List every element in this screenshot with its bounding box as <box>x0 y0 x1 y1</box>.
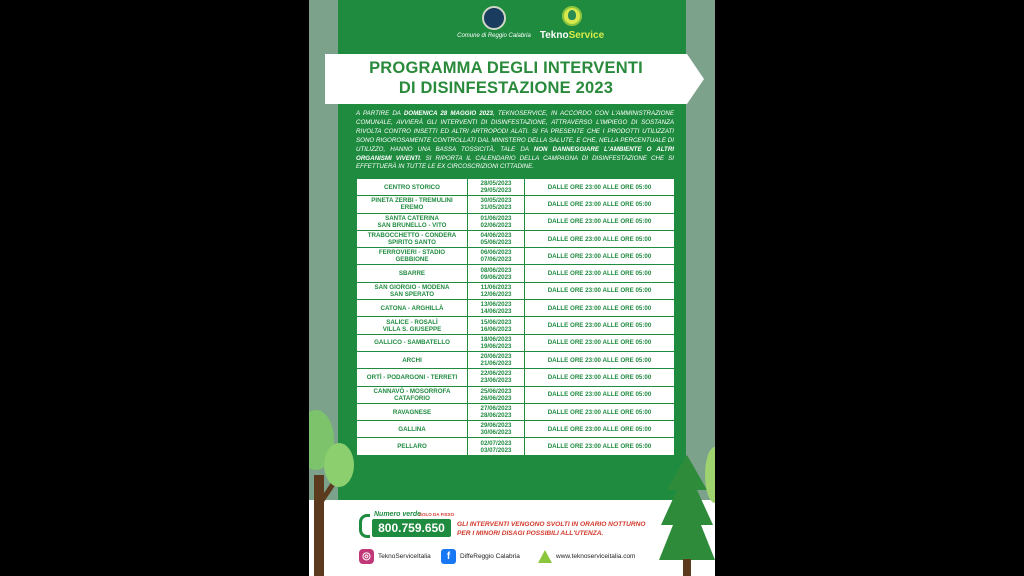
area-name: ARCHI <box>402 356 422 364</box>
end-date: 09/06/2023 <box>480 273 512 281</box>
area-name-2: EREMO <box>400 204 424 212</box>
start-date: 08/06/2023 <box>480 266 512 274</box>
start-date: 02/07/2023 <box>480 439 512 447</box>
time-cell: DALLE ORE 23:00 ALLE ORE 05:00 <box>525 438 675 455</box>
area-cell <box>357 369 468 386</box>
end-date: 31/05/2023 <box>480 204 512 212</box>
end-date: 07/06/2023 <box>480 256 512 264</box>
tree-left-illustration <box>309 405 364 576</box>
start-date: 06/06/2023 <box>480 249 512 257</box>
notice-line-2: PER I MINORI DISAGI POSSIBILI ALL'UTENZA. <box>457 530 604 537</box>
footer-panel <box>309 500 715 576</box>
start-date: 22/06/2023 <box>480 370 512 378</box>
area-name: CATONA - ARGHILLÀ <box>380 304 444 312</box>
start-date: 20/06/2023 <box>480 353 512 361</box>
area-name-2: SAN SPERATO <box>389 290 435 298</box>
end-date: 23/06/2023 <box>480 377 512 385</box>
title-line-2: DI DISINFESTAZIONE 2023 <box>398 79 614 97</box>
end-date: 12/06/2023 <box>480 290 512 298</box>
time-cell: DALLE ORE 23:00 ALLE ORE 05:00 <box>525 230 675 247</box>
end-date: 26/06/2023 <box>480 394 512 402</box>
time-cell: DALLE ORE 23:00 ALLE ORE 05:00 <box>525 421 675 438</box>
area-name-2: VILLA S. GIUSEPPE <box>382 325 442 333</box>
comune-name: Comune di Reggio Calabria <box>457 33 531 39</box>
area-name: SALICE - ROSALÌ <box>386 318 438 326</box>
end-date: 16/06/2023 <box>480 325 512 333</box>
start-date: 04/06/2023 <box>480 232 512 240</box>
end-date: 30/06/2023 <box>480 429 512 437</box>
schedule-row <box>357 300 675 317</box>
phone-number[interactable]: 800.759.650 <box>378 521 445 535</box>
area-cell <box>357 248 468 265</box>
time-cell: DALLE ORE 23:00 ALLE ORE 05:00 <box>525 351 675 368</box>
area-name: PELLARO <box>397 443 427 451</box>
time-cell: DALLE ORE 23:00 ALLE ORE 05:00 <box>525 317 675 334</box>
area-name-2: CATAFORIO <box>394 394 430 402</box>
schedule-row <box>357 196 675 213</box>
end-date: 21/06/2023 <box>480 360 512 368</box>
start-date: 01/06/2023 <box>480 214 512 222</box>
intro-paragraph: A PARTIRE DA DOMENICA 28 MAGGIO 2023, TEKNOSERVICE, IN ACCORDO CON L'AMMINISTRAZIONE COMUNALE, AVVIERÀ GLI INTERVENTI DI DISINFESTAZIONE, ATTRAVERSO L'IMPIEGO DI SOSTANZA RIVOLTA CONTRO INSETTI ED ALTRI ARTROPODI ALATI. SI FA PRESENTE CHE I PRODOTTI UTILIZZATI SONO RIGOROSAMENTE CONTROLLATI DAL MINISTERO DELLA SALUTE, E CHE, NELLA PERCENTUALE DI UTILIZZO, HANNO UNA BASSA TOSSICITÀ, TALE DA NON DANNEGGIARE L'AMBIENTE O ALTRI ORGANISMI VIVENTI. SI RIPORTA IL CALENDARIO DELLA CAMPAGNA DI DISINFESTAZIONE CHE SI EFFETTUERÀ IN TUTTE LE EX CIRCOSCRIZIONI CITTADINE. <box>356 110 675 171</box>
area-name: ORTÌ - PODARGONI - TERRETI <box>366 373 458 381</box>
schedule-row <box>357 438 675 455</box>
dates-cell <box>468 421 525 438</box>
end-date: 03/07/2023 <box>480 446 512 454</box>
area-cell <box>357 179 468 196</box>
dates-cell <box>468 248 525 265</box>
city-seal-icon <box>482 6 506 30</box>
schedule-row <box>357 248 675 265</box>
schedule-row <box>357 179 675 196</box>
area-name: SANTA CATERINA <box>385 214 439 222</box>
start-date: 13/06/2023 <box>480 301 512 309</box>
area-cell <box>357 403 468 420</box>
schedule-table <box>356 178 675 456</box>
schedule-row <box>357 265 675 282</box>
area-name-2: GEBBIONE <box>395 256 429 264</box>
facebook-link[interactable]: f DiffeReggio Calabria <box>441 548 520 564</box>
end-date: 19/06/2023 <box>480 342 512 350</box>
start-date: 11/06/2023 <box>480 283 512 291</box>
dates-cell <box>468 213 525 230</box>
dates-cell <box>468 230 525 247</box>
start-date: 25/06/2023 <box>480 387 512 395</box>
area-name: TRABOCCHETTO - CONDERA <box>367 232 457 240</box>
start-date: 18/06/2023 <box>480 335 512 343</box>
dates-cell <box>468 386 525 403</box>
area-name: SBARRE <box>398 270 426 278</box>
schedule-row <box>357 421 675 438</box>
dates-cell <box>468 369 525 386</box>
start-date: 27/06/2023 <box>480 405 512 412</box>
teknoservice-wordmark: TeknoService <box>539 30 605 41</box>
dates-cell <box>468 438 525 455</box>
time-cell: DALLE ORE 23:00 ALLE ORE 05:00 <box>525 334 675 351</box>
start-date: 15/06/2023 <box>480 318 512 326</box>
area-cell <box>357 230 468 247</box>
area-cell <box>357 282 468 299</box>
end-date: 14/06/2023 <box>480 308 512 316</box>
area-name: CANNAVÒ - MOSORROFA <box>373 387 451 395</box>
schedule-row <box>357 282 675 299</box>
area-name-2: SPIRITO SANTO <box>388 239 436 247</box>
phone-handset-icon <box>359 514 370 538</box>
dates-cell <box>468 179 525 196</box>
time-cell: DALLE ORE 23:00 ALLE ORE 05:00 <box>525 300 675 317</box>
dates-cell <box>468 403 525 420</box>
night-notice <box>457 520 667 538</box>
end-date: 29/05/2023 <box>480 187 512 195</box>
notice-line-1: GLI INTERVENTI VENGONO SVOLTI IN ORARIO NOTTURNO <box>457 521 646 528</box>
numero-verde-label: Numero verde <box>374 511 422 518</box>
schedule-row <box>357 230 675 247</box>
poster <box>309 0 715 576</box>
area-cell <box>357 265 468 282</box>
time-cell: DALLE ORE 23:00 ALLE ORE 05:00 <box>525 403 675 420</box>
teknoservice-mini-logo-icon <box>537 549 552 564</box>
dates-cell <box>468 317 525 334</box>
facebook-icon: f <box>441 549 456 564</box>
dates-cell <box>468 300 525 317</box>
schedule-row <box>357 213 675 230</box>
start-date: 29/06/2023 <box>480 422 512 430</box>
end-date: 02/06/2023 <box>480 221 512 229</box>
dates-cell <box>468 265 525 282</box>
area-name-2: SAN BRUNELLO - VITO <box>377 221 447 229</box>
title-line-1: PROGRAMMA DEGLI INTERVENTI <box>369 59 643 77</box>
area-cell <box>357 300 468 317</box>
time-cell: DALLE ORE 23:00 ALLE ORE 05:00 <box>525 196 675 213</box>
tree-edge-illustration <box>697 445 715 505</box>
area-cell <box>357 421 468 438</box>
schedule-row <box>357 334 675 351</box>
time-cell: DALLE ORE 23:00 ALLE ORE 05:00 <box>525 179 675 196</box>
schedule-row <box>357 403 675 420</box>
time-cell: DALLE ORE 23:00 ALLE ORE 05:00 <box>525 369 675 386</box>
area-cell <box>357 196 468 213</box>
teknoservice-logo <box>537 4 607 41</box>
area-name: GALLINA <box>398 425 426 433</box>
dates-cell <box>468 334 525 351</box>
instagram-icon: ◎ <box>359 549 374 564</box>
title-banner-arrow <box>687 54 704 104</box>
area-name: CENTRO STORICO <box>384 183 440 191</box>
area-cell <box>357 351 468 368</box>
numero-verde-note: SOLO DA FISSO <box>419 512 455 517</box>
area-cell <box>357 438 468 455</box>
area-name: SAN GIORGIO - MODENA <box>374 283 450 291</box>
area-cell <box>357 213 468 230</box>
dates-cell <box>468 282 525 299</box>
time-cell: DALLE ORE 23:00 ALLE ORE 05:00 <box>525 248 675 265</box>
comune-logo <box>449 6 539 39</box>
schedule-row <box>357 386 675 403</box>
time-cell: DALLE ORE 23:00 ALLE ORE 05:00 <box>525 386 675 403</box>
area-cell <box>357 334 468 351</box>
dates-cell <box>468 351 525 368</box>
area-name: GALLICO - SAMBATELLO <box>374 339 450 347</box>
time-cell: DALLE ORE 23:00 ALLE ORE 05:00 <box>525 282 675 299</box>
schedule-row <box>357 351 675 368</box>
area-name: RAVAGNESE <box>392 408 432 416</box>
end-date: 05/06/2023 <box>480 239 512 247</box>
schedule-row <box>357 317 675 334</box>
start-date: 28/05/2023 <box>480 180 512 188</box>
page-title <box>325 58 687 98</box>
time-cell: DALLE ORE 23:00 ALLE ORE 05:00 <box>525 265 675 282</box>
area-name: PINETA ZERBI - TREMULINI <box>371 197 453 205</box>
end-date: 28/06/2023 <box>480 412 512 419</box>
teknoservice-emblem-icon <box>559 4 585 30</box>
area-cell <box>357 317 468 334</box>
instagram-link[interactable]: ◎ TeknoServiceItalia <box>359 548 431 564</box>
website-link[interactable]: www.teknoserviceitalia.com <box>537 548 635 564</box>
area-cell <box>357 386 468 403</box>
area-name: FERROVIERI - STADIO <box>378 249 446 257</box>
dates-cell <box>468 196 525 213</box>
schedule-row <box>357 369 675 386</box>
time-cell: DALLE ORE 23:00 ALLE ORE 05:00 <box>525 213 675 230</box>
start-date: 30/05/2023 <box>480 197 512 205</box>
